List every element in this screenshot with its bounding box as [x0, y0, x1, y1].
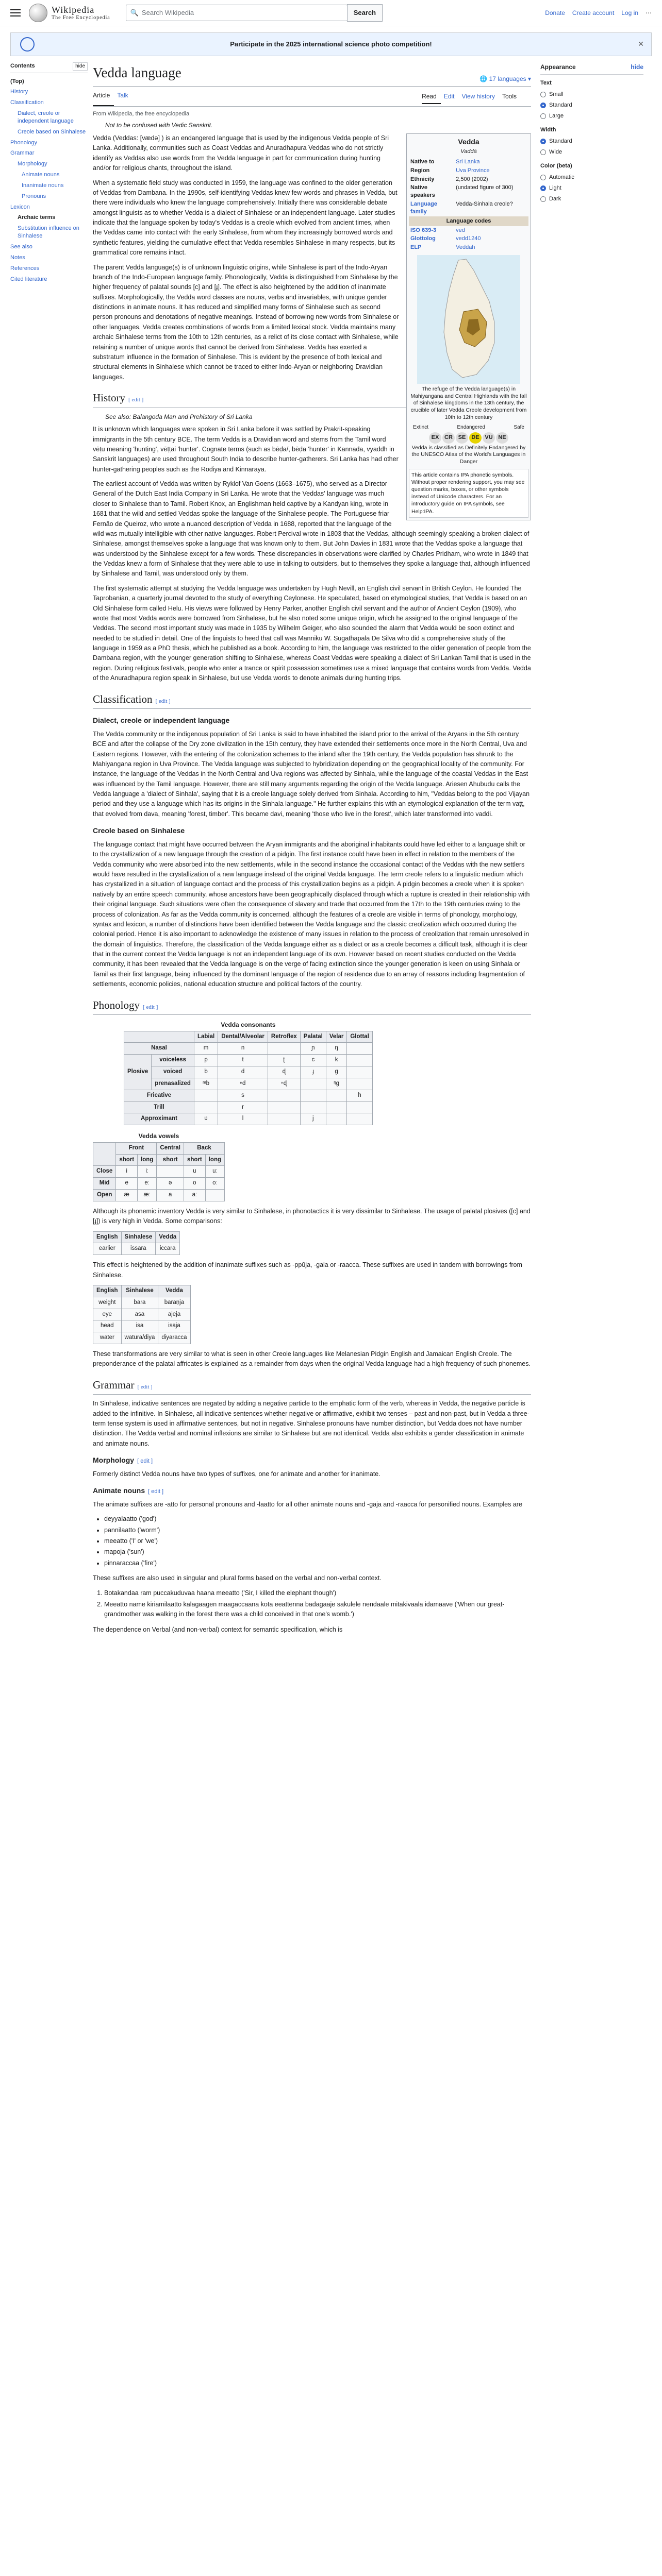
table-cell: weight [93, 1297, 122, 1309]
table-cell [347, 1055, 372, 1066]
table-cell: ə [157, 1178, 184, 1190]
section-heading-classification [93, 691, 531, 709]
table-cell: i [116, 1166, 138, 1178]
table-cell: p [194, 1055, 218, 1066]
classification-paragraph: The language contact that might have occurred between the Aryan immigrants and the aboriginal inhabitants could have led either to a language shift or to the crystallization of a new language through the creation of a pidgin. The first instance could have been in effect in relation to the members of the Vedda community who were absorbed into the new settlements, while in the second instance the occasional contact of the Veddas with the new settlers would have resulted in the crystallization of a new language instead of the original Vedda language. The term creole refers to a linguistic medium which has crystallized in a situation of language contact and the process of this crystallization begins as a pidgin. A pidgin becomes a creole when it is spoken natively by an entire speech community, whose ancestors have been geographically displaced through which a rupture is created in their relationship with their original language. Such situations were often the consequence of slavery and trade that occurred from the 17th to the 19th centuries owing to the process of colonization. As far as the Vedda community is concerned, although the features of a creole are visible in terms of phonology, morphology, syntax and lexicon, a number of distinctions have been identified between the Vedda language and the classic creolization which occurred during the colonial period. Hence it is also important to acknowledge the existence of many issues in relation to the process of creolization that remain unresolved in the domain of linguistics. Therefore, the classification of the Vedda language either as a dialect or as a creole becomes a difficult task, although it is clear that in the current context the Vedda language is not an independent language of its own. However based on recent studies conducted on the Vedda community, it has been revealed that the Vedda language is on the verge of facing extinction since the younger generation is keen on using Sinhala or Tamil as their first language, being influenced by the dominant language of the region of residence due to an array of reasons including fragmentation of settlements, economic policies, national education structure and political factors of the country. [93, 840, 530, 988]
toc-item[interactable]: (Top) [10, 78, 24, 84]
toc-item[interactable]: Inanimate nouns [22, 182, 64, 189]
comparison-table [93, 1231, 180, 1256]
sri-lanka-map[interactable] [417, 255, 520, 384]
list-item: 2. Meeatto name kiriamilaatto kalagaagen maagaccaana kota eeattenna badagaaje sakulele nendaale mitakivaala idamaave ('When our great-grandmother was walking in the forest there was a child conceived in that one's womb.') [104, 1600, 531, 1620]
language-button[interactable]: 🌐 17 languages ▾ [479, 75, 531, 83]
site-header [0, 0, 662, 26]
endanger-code: VU [483, 432, 495, 444]
grammar-paragraph: Formerly distinct Vedda nouns have two types of suffixes, one for animate and another for inanimate. [93, 1470, 380, 1478]
row-subheader: voiced [152, 1066, 194, 1078]
tab-read[interactable]: Read [422, 91, 441, 105]
edit-label: edit [151, 1488, 160, 1495]
endanger-code: NE [496, 432, 508, 444]
color-label: Color (beta) [540, 162, 572, 169]
table-header: Sinhalese [121, 1285, 158, 1297]
table-row [93, 1320, 191, 1332]
table-cell [194, 1090, 218, 1101]
table-cell: k [326, 1055, 347, 1066]
history-paragraph: The first systematic attempt at studying the Vedda language was undertaken by Hugh Nevill, an English civil servant in British Ceylon. He founded The Taprobanian, a quarterly journal devoted to the study of everything Ceylonese. He speculated, based on etymological studies, that Vedda is based on an Old Sinhalese form called Helu. His views were followed by Henry Parker, another English civil servant and the author of Ancient Ceylon (1909), who wrote that most Vedda words were borrowed from Sinhalese, but he also noted some unique origin, which he assigned to the original language of the Veddas. The second most important study was made in 1935 by Wilhelm Geiger, who also sounded the alarm that Vedda would be soon extinct and needed to be studied in detail. One of the linguists to heed that call was Manniku W. Sugathapala De Silva who did a comprehensive study of the language in 1959 as a PhD thesis, which he published as a book. According to him, the language was restricted to the older generation of people from the Dambana region, with the younger generation shifting to Sinhalese, whereas Coast Veddas were speaking a dialect of Sri Lankan Tamil that is used in the region. During religious festivals, people who enter a trance or spirit possession sometimes use a mixed language that contains words from Vedda. Vedda of the Anuradhapura region speak in Sinhalese, but use Vedda words to denote animals during hunting trips. [93, 584, 531, 682]
edit-section-link[interactable]: [ edit ] [155, 698, 171, 704]
list-item: • pannilaatto ('worm') [104, 1526, 531, 1535]
table-header: Retroflex [268, 1031, 300, 1043]
table-cell: t [218, 1055, 268, 1066]
heading-text: History [93, 392, 125, 404]
row-header: Close [93, 1166, 116, 1178]
infobox-title: Vedda [458, 138, 479, 146]
edit-section-link[interactable]: [ edit ] [143, 1004, 158, 1010]
infobox-label: Native to [410, 158, 435, 165]
toc-item[interactable]: References [10, 265, 40, 272]
endanger-code-current: DE [469, 432, 482, 444]
table-cell: m [194, 1043, 218, 1055]
comparison-table [93, 1285, 191, 1344]
intro-paragraph: The parent Vedda language(s) is of unknown linguistic origins, while Sinhalese is part of the Indo-Aryan branch of the Indo-European language family. Phonologically, Vedda is distinguished from Sinhalese by the higher frequency of palatal sounds [c] and [ɟ]. The effect is also heightened by the addition of inanimate suffixes. Morphologically, the Vedda word classes are nouns, verbs and invariables, with unique gender distinctions in animate nouns. It has reduced and simplified many forms of Sinhalese such as second person pronouns and denotations of negative meanings. Instead of borrowing new words from Sinhalese or other languages, Vedda creates combinations of words from a limited lexical stock. Vedda maintains many archaic Sinhalese terms from the 10th to 12th centuries, as a relict of its close contact with Sinhalese, while retaining a number of unique words that cannot be derived from Sinhalese. Vedda has exerted a substratum influence in the formation of Sinhalese. This is evident by the presence of both lexical and structural elements in Sinhalese which cannot be traced to either Indo-Aryan or neighboring Dravidian languages. [93, 263, 399, 381]
site-notice-banner [10, 32, 652, 56]
table-cell [347, 1113, 372, 1125]
toc-item[interactable]: Pronouns [22, 193, 46, 199]
color-option[interactable] [540, 194, 643, 205]
table-subheader: short [116, 1154, 138, 1166]
table-cell: watura/diya [121, 1332, 158, 1344]
table-cell: d [218, 1066, 268, 1078]
table-cell: aː [184, 1190, 205, 1201]
text-size-option[interactable] [540, 89, 643, 100]
option-label: Standard [549, 138, 572, 144]
radio-icon[interactable] [540, 185, 546, 191]
infobox-label: Region [410, 167, 430, 174]
search-icon: 🔍 [130, 8, 139, 16]
table-row [93, 1243, 180, 1255]
table-row [93, 1309, 191, 1320]
table-row [124, 1078, 373, 1090]
table-header: Dental/Alveolar [218, 1031, 268, 1043]
infobox-section-title: Language codes [409, 216, 528, 226]
table-cell: c [300, 1055, 326, 1066]
table-cell: ŋ [326, 1043, 347, 1055]
heading-text: Morphology [93, 1456, 135, 1465]
grammar-paragraph: These suffixes are also used in singular and plural forms based on the verbal and non-verbal context. [93, 1574, 382, 1582]
table-caption: Vedda consonants [221, 1021, 276, 1029]
toc-item[interactable]: Archaic terms [18, 214, 56, 221]
table-cell: ʋ [194, 1113, 218, 1125]
table-cell [326, 1113, 347, 1125]
infobox-value: 2,500 (2002) [456, 176, 488, 182]
table-row [124, 1113, 373, 1125]
table-cell: ʈ [268, 1055, 300, 1066]
row-header: Approximant [124, 1113, 194, 1125]
toc-title: Contents [10, 63, 35, 69]
list-item: • pinnaraccaa ('fire') [104, 1558, 531, 1568]
toc-item[interactable]: Animate nouns [22, 172, 60, 178]
table-row [124, 1055, 373, 1066]
edit-label: edit [146, 1004, 155, 1010]
table-cell [326, 1090, 347, 1101]
infobox-value[interactable]: Veddah [456, 244, 475, 251]
personal-tools [545, 8, 652, 18]
table-header: Front [116, 1142, 157, 1154]
text-size-option[interactable] [540, 100, 643, 111]
toc-item[interactable]: Notes [10, 254, 25, 261]
table-cell [205, 1190, 224, 1201]
toc-item[interactable]: Morphology [18, 161, 47, 167]
phonology-paragraph: This effect is heightened by the addition of inanimate suffixes such as -ppūja, -gala or -raacca. These suffixes are used in tandem with borrowings from Sinhalese. [93, 1261, 522, 1279]
table-subheader: short [157, 1154, 184, 1166]
table-cell: n [218, 1043, 268, 1055]
table-header: Palatal [300, 1031, 326, 1043]
text-size-label: Text [540, 79, 552, 86]
page-tabs [93, 90, 531, 107]
sri-lanka-map-graphic [417, 255, 520, 384]
toc-item[interactable]: Classification [10, 99, 44, 106]
table-cell [268, 1101, 300, 1113]
close-icon[interactable]: ✕ [638, 40, 644, 48]
table-header: Labial [194, 1031, 218, 1043]
table-header: English [93, 1285, 122, 1297]
table-cell [300, 1078, 326, 1090]
radio-icon[interactable] [540, 103, 546, 108]
radio-icon[interactable] [540, 196, 546, 202]
table-cell: æː [138, 1190, 157, 1201]
radio-icon[interactable] [540, 139, 546, 144]
subsection-heading: Dialect, creole or independent language [93, 716, 230, 725]
table-cell [194, 1101, 218, 1113]
table-subheader: long [138, 1154, 157, 1166]
table-cell [347, 1078, 372, 1090]
toc-item[interactable]: Creole based on Sinhalese [18, 128, 86, 135]
table-cell: ᵐb [194, 1078, 218, 1090]
heading-text: Phonology [93, 998, 140, 1011]
site-tagline: The Free Encyclopedia [52, 15, 110, 21]
table-cell: ɟ [300, 1066, 326, 1078]
infobox-value: Vedda-Sinhala creole? [456, 201, 513, 208]
option-label: Dark [549, 196, 561, 202]
table-cell [300, 1101, 326, 1113]
appearance-title: Appearance [540, 63, 576, 71]
row-subheader: prenasalized [152, 1078, 194, 1090]
table-header: English [93, 1231, 122, 1243]
table-cell: bara [121, 1297, 158, 1309]
toc-item[interactable]: Lexicon [10, 204, 30, 210]
table-cell: l [218, 1113, 268, 1125]
table-row [124, 1101, 373, 1113]
search-input[interactable] [126, 5, 347, 21]
list-item: • meeatto ('I' or 'we') [104, 1536, 531, 1546]
table-cell [347, 1066, 372, 1078]
endanger-code: EX [429, 432, 441, 444]
radio-icon[interactable] [540, 149, 546, 155]
intro-paragraph: When a systematic field study was conducted in 1959, the language was confined to the older generation of Veddas from Dambana. In the 1990s, self-identifying Veddas knew few words and phrases in Vedda, but there were individuals who knew the language comprehensively. Initially there was considerable debate amongst linguists as to whether Vedda is a dialect of Sinhalese or an independent language. Later studies indicate that the language spoken by today's Veddas is a creole which evolved from ancient times, when the Veddas came into contact with the early Sinhalese, from whom they increasingly borrowed words and synthetic features, yielding the cumulative effect that Vedda resembles Sinhalese in many respects, but its grammatical core remains intact. [93, 179, 398, 257]
row-header: Fricative [124, 1090, 194, 1101]
history-paragraph: It is unknown which languages were spoken in Sri Lanka before it was settled by Prakrit-speaking immigrants in the 5th century BCE. The term Vedda is a Dravidian word and stems from the Tamil word vēṭu meaning 'hunting', vēṭṭai 'hunter'. Cognate terms (such as bēḍa/, bēḍa 'hunter' in Kannada, vyaddh in Sanskrit languages) are used throughout South India to describe hunter-gatherers. Sri Lanka has had other hunter-gathering peoples such as the Rodiya and Kinnaraya. [93, 426, 399, 473]
toc-item[interactable]: Cited literature [10, 276, 47, 282]
create-account-link[interactable]: Create account [572, 9, 615, 16]
row-header: Plosive [124, 1055, 152, 1090]
table-header: Sinhalese [121, 1231, 156, 1243]
radio-icon[interactable] [540, 175, 546, 180]
table-cell: issara [121, 1243, 156, 1255]
table-cell: ɲ [300, 1043, 326, 1055]
infobox-value[interactable]: Uva Province [456, 167, 490, 174]
grammar-paragraph: The dependence on Verbal (and non-verbal) context for semantic specification, which is [93, 1625, 343, 1633]
table-cell: isaja [158, 1320, 190, 1332]
endanger-label: Safe [514, 425, 524, 431]
edit-label: edit [131, 397, 140, 403]
table-cell: earlier [93, 1243, 122, 1255]
width-option[interactable] [540, 136, 643, 147]
table-cell: h [347, 1090, 372, 1101]
option-label: Standard [549, 101, 572, 108]
option-label: Light [549, 185, 561, 192]
grammar-paragraph: The animate suffixes are -atto for personal pronouns and -laatto for all other animate nouns and -gaja and -raacca for personified nouns. Examples are [93, 1500, 522, 1508]
endanger-label: Extinct [413, 425, 429, 431]
animate-list [104, 1514, 531, 1568]
tab-talk[interactable]: Talk [117, 91, 128, 99]
phonology-paragraph: These transformations are very similar to what is seen in other Creole languages like Melanesian Pidgin English and Jamaican English Creole. The preponderance of the palatal affricates is explained as a remainder from days when the original Vedda language had a high frequency of such phonemes. [93, 1350, 531, 1368]
table-row [93, 1166, 225, 1178]
option-label: Wide [549, 148, 562, 155]
wikipedia-globe-icon[interactable] [29, 4, 47, 22]
edit-section-link[interactable]: [ edit ] [137, 1458, 153, 1465]
table-cell: o [184, 1178, 205, 1190]
infobox-label: Ethnicity [410, 176, 435, 182]
phonology-paragraph: Although its phonemic inventory Vedda is very similar to Sinhalese, in phonotactics it is very dissimilar to Sinhalese. The usage of palatal plosives ([c] and [ɟ]) is very high in Vedda. Some comparisons: [93, 1207, 531, 1225]
site-name: Wikipedia [52, 4, 95, 15]
table-header [93, 1142, 116, 1166]
endanger-label: Endangered [457, 425, 485, 431]
table-cell: head [93, 1320, 122, 1332]
endanger-caption: Vedda is classified as Definitely Endangered by the UNESCO Atlas of the World's Languages in Danger [411, 444, 526, 465]
table-cell: ᵑɡ [326, 1078, 347, 1090]
table-cell: asa [121, 1309, 158, 1320]
radio-icon[interactable] [540, 92, 546, 97]
site-wordmark[interactable] [52, 5, 110, 21]
row-header: Open [93, 1190, 116, 1201]
edit-section-link[interactable]: [ edit ] [137, 1383, 153, 1390]
article-content [93, 62, 531, 1639]
tagline: From Wikipedia, the free encyclopedia [93, 111, 190, 117]
table-cell: ɡ [326, 1066, 347, 1078]
infobox-native-name: Vaddā [460, 148, 477, 155]
language-count: 17 languages [489, 75, 526, 83]
subsection-heading [93, 1485, 531, 1497]
edit-section-link[interactable]: [ edit ] [128, 397, 144, 403]
table-cell [268, 1090, 300, 1101]
row-subheader: voiceless [152, 1055, 194, 1066]
page-title-row [93, 62, 531, 87]
table-header: Vedda [158, 1285, 190, 1297]
see-also-note: See also: Balangoda Man and Prehistory of Sri Lanka [105, 413, 253, 420]
edit-label: edit [140, 1458, 150, 1465]
radio-icon[interactable] [540, 113, 546, 119]
toc-hide-button[interactable]: hide [73, 62, 88, 71]
table-cell: diyaracca [158, 1332, 190, 1344]
table-cell [326, 1101, 347, 1113]
table-cell: ⁿd [218, 1078, 268, 1090]
table-cell: ɖ [268, 1066, 300, 1078]
infobox-value[interactable]: ved [456, 227, 465, 233]
section-heading-grammar [93, 1377, 531, 1395]
list-item: • mapoja ('sun') [104, 1547, 531, 1557]
tab-article[interactable]: Article [93, 90, 114, 107]
infobox-label[interactable]: ELP [410, 244, 422, 251]
width-option[interactable] [540, 147, 643, 158]
table-cell: uː [205, 1166, 224, 1178]
tab-tools[interactable]: Tools [502, 92, 517, 100]
toc-item[interactable]: Substitution influence on Sinhalese [18, 225, 79, 240]
table-cell: j [300, 1113, 326, 1125]
table-cell: u [184, 1166, 205, 1178]
table-header: Back [184, 1142, 224, 1154]
table-cell [157, 1166, 184, 1178]
history-paragraph: The earliest account of Vedda was written by Ryklof Van Goens (1663–1675), who served as a Director General of the Dutch East India Company in Sri Lanka. He wrote that the Veddas' language was much closer to Sinhalese than to Tamil. Robert Knox, an Englishman held captive by a Kandyan king, wrote in 1681 that the wild and settled Veddas spoke the language of the Sinhalese people. The Portuguese friar Fernão de Queiroz, who wrote a nuanced description of Vedda in 1688, reported that the language of the wild was mutually intelligible with other native languages. Robert Percival wrote in 1803 that the Veddas, although seemingly speaking a broken dialect of Sinhalese, amongst themselves spoke a language that was known only to them. But John Davies in 1831 wrote that the Veddas spoke a language that was understood by the Sinhalese except for a few words. These discrepancies in observations were clarified by Charles Pridham, who wrote in 1849 that the Veddas knew a form of Sinhalese that they were able to use in talking to outsiders, but to themselves they spoke a language that, although influenced by Sinhalese and Tamil, was understood only by them. [93, 480, 530, 578]
table-of-contents [10, 62, 88, 284]
edit-label: edit [158, 698, 168, 704]
edit-section-link[interactable]: [ edit ] [148, 1488, 164, 1495]
example-list [104, 1588, 531, 1620]
color-option[interactable] [540, 172, 643, 183]
infobox-label: Native speakers [410, 184, 435, 199]
banner-text[interactable]: Participate in the 2025 international science photo competition! [230, 40, 432, 48]
table-cell: ⁿɖ [268, 1078, 300, 1090]
login-link[interactable]: Log in [621, 9, 638, 16]
subsection-heading [93, 1455, 531, 1466]
toc-item[interactable]: History [10, 89, 28, 95]
table-row [93, 1178, 225, 1190]
infobox-value: (undated figure of 300) [456, 184, 514, 191]
search-button[interactable]: Search [347, 4, 383, 22]
tab-edit[interactable]: Edit [443, 92, 455, 100]
table-cell [347, 1043, 372, 1055]
toc-item[interactable]: See also [10, 244, 32, 250]
grammar-paragraph: In Sinhalese, indicative sentences are negated by adding a negative particle to the emphatic form of the verb, whereas in Vedda, the negative particle is added to the infinitive. In Sinhalese, all indicative sentences whether negative or affirmative, exhibit two tenses – past and non-past, but in Vedda a three-term tense system is used in affirmative sentences, but not in negative. Sinhalese pronouns have number distinction, but Vedda does not have number distinction. The Vedda verbal and nominal inflexions are similar to Sinhalese but are not identical. Vedda also exhibits a gender classification in animate and animate nouns. [93, 1400, 529, 1447]
heading-text: Animate nouns [93, 1486, 145, 1495]
table-cell [300, 1090, 326, 1101]
donate-link[interactable]: Donate [545, 9, 565, 16]
option-label: Large [549, 112, 564, 119]
row-header: Nasal [124, 1043, 194, 1055]
more-options-icon[interactable]: ⋯ [646, 9, 652, 16]
table-cell [268, 1113, 300, 1125]
infobox-value[interactable]: vedd1240 [456, 235, 481, 242]
infobox-label[interactable]: ISO 639-3 [410, 227, 437, 233]
table-header: Vedda [156, 1231, 180, 1243]
edit-label: edit [140, 1383, 150, 1390]
table-cell: e [116, 1178, 138, 1190]
table-cell: eye [93, 1309, 122, 1320]
endanger-code: SE [456, 432, 468, 444]
list-item: • deyyalaatto ('god') [104, 1514, 531, 1524]
hatnote: Not to be confused with Vedic Sanskrit. [105, 122, 213, 129]
table-subheader: long [205, 1154, 224, 1166]
table-cell: a [157, 1190, 184, 1201]
ipa-notice: This article contains IPA phonetic symbols. Without proper rendering support, you may see question marks, boxes, or other symbols instead of Unicode characters. For an introductory guide on IPA symbols, see Help:IPA. [409, 469, 528, 518]
camera-icon [20, 37, 35, 52]
infobox-table [409, 158, 528, 252]
table-cell: isa [121, 1320, 158, 1332]
table-header: Central [157, 1142, 184, 1154]
table-row [93, 1332, 191, 1344]
infobox-label[interactable]: Glottolog [410, 235, 436, 242]
endanger-code: CR [442, 432, 455, 444]
heading-text: Classification [93, 692, 153, 705]
section-heading-phonology [93, 997, 531, 1015]
width-label: Width [540, 126, 556, 133]
option-label: Automatic [549, 174, 574, 180]
toc-item[interactable]: Phonology [10, 139, 37, 146]
consonants-table [124, 1019, 373, 1125]
infobox-label[interactable]: Language family [410, 201, 437, 215]
table-caption: Vedda vowels [138, 1132, 179, 1140]
row-header: Mid [93, 1178, 116, 1190]
table-header [124, 1031, 194, 1043]
row-header: Trill [124, 1101, 194, 1113]
table-cell: ajeja [158, 1309, 190, 1320]
text-size-option[interactable] [540, 111, 643, 122]
vowels-table [93, 1130, 225, 1201]
table-row [124, 1043, 373, 1055]
table-cell: baraṇja [158, 1297, 190, 1309]
option-label: Small [549, 91, 564, 97]
table-row [93, 1190, 225, 1201]
map-caption: The refuge of the Vedda language(s) in Mahiyangana and Central Highlands with the fall of Sinhalese kingdoms in the 13th century, the crucible of later Vedda Creole development from 10th to 12th century [410, 386, 527, 420]
toc-item[interactable]: Dialect, creole or independent language [18, 110, 74, 124]
infobox-value[interactable]: Sri Lanka [456, 158, 480, 165]
table-header: Velar [326, 1031, 347, 1043]
table-cell [347, 1101, 372, 1113]
table-cell: b [194, 1066, 218, 1078]
table-subheader: short [184, 1154, 205, 1166]
infobox [406, 133, 531, 520]
table-cell: r [218, 1101, 268, 1113]
table-cell: oː [205, 1178, 224, 1190]
classification-paragraph: The Vedda community or the indigenous population of Sri Lanka is said to have inhabited the island prior to the arrival of the Aryans in the 5th century BCE and after the collapse of the Dry zone civilization in the 15th century, they have extended their settlements once more in the North Central, Uva and Eastern regions. However, with the entering of the colonization schemes to the inland after the 19th century, the Vedda population has shrunk to the Mahiyangana region in Uva Province. The Vedda language was subjected to hybridization depending on the geographical locality of the community. For instance, the language of the Veddas in the North Central and Uva regions was affected by Sinhala, while the language of the coastal Veddas in the East was influenced by the Tamil language. However, there are still many arguments regarding the origin of the Vedda language. Ariesen Ahubudu calls the Vedda language a 'dialect of Sinhala', saying that it is a creole language solely derived from Sinhala. According to him, "Veddas belong to the pod Vijayan period and they use a language which has its origins in the Sinhala language." He further explains this with an etymological explanation of the term vaṭṭ, that evolved from dava, meaning 'forest, timber'. This became davi, meaning 'those who live in the forest', which later transformed into vaddi. [93, 730, 530, 818]
heading-text: Grammar [93, 1378, 135, 1391]
table-row [124, 1066, 373, 1078]
intro-paragraph: Vedda (Veddas: [vædə] ) is an endangered language that is used by the indigenous Vedda people of Sri Lanka. Additionally, communities such as Coast Veddas and Anuradhapura Veddas who do not strictly identify as Veddas also use words from the Vedda language in part for communication during hunting and/or for religious chants, throughout the island. [93, 134, 389, 172]
table-cell: water [93, 1332, 122, 1344]
appearance-hide-button[interactable]: hide [631, 63, 643, 71]
table-cell: æ [116, 1190, 138, 1201]
toc-item[interactable]: Grammar [10, 150, 35, 157]
endangerment-scale [409, 424, 528, 465]
tab-view-history[interactable]: View history [461, 92, 495, 100]
search-placeholder: Search Wikipedia [141, 8, 194, 16]
menu-icon[interactable] [10, 9, 21, 16]
table-header: Glottal [347, 1031, 372, 1043]
subsection-heading: Creole based on Sinhalese [93, 826, 185, 835]
color-option[interactable] [540, 183, 643, 194]
table-cell [268, 1043, 300, 1055]
table-row [93, 1297, 191, 1309]
table-cell: eː [138, 1178, 157, 1190]
table-cell: iː [138, 1166, 157, 1178]
table-row [124, 1090, 373, 1101]
list-item: 1. Botakandaa ram puccakuduvaa haana meeatto ('Sir, I killed the elephant though') [104, 1588, 531, 1598]
page-title: Vedda language [93, 65, 181, 80]
appearance-panel [540, 62, 643, 205]
table-cell: iccara [156, 1243, 180, 1255]
table-cell: s [218, 1090, 268, 1101]
